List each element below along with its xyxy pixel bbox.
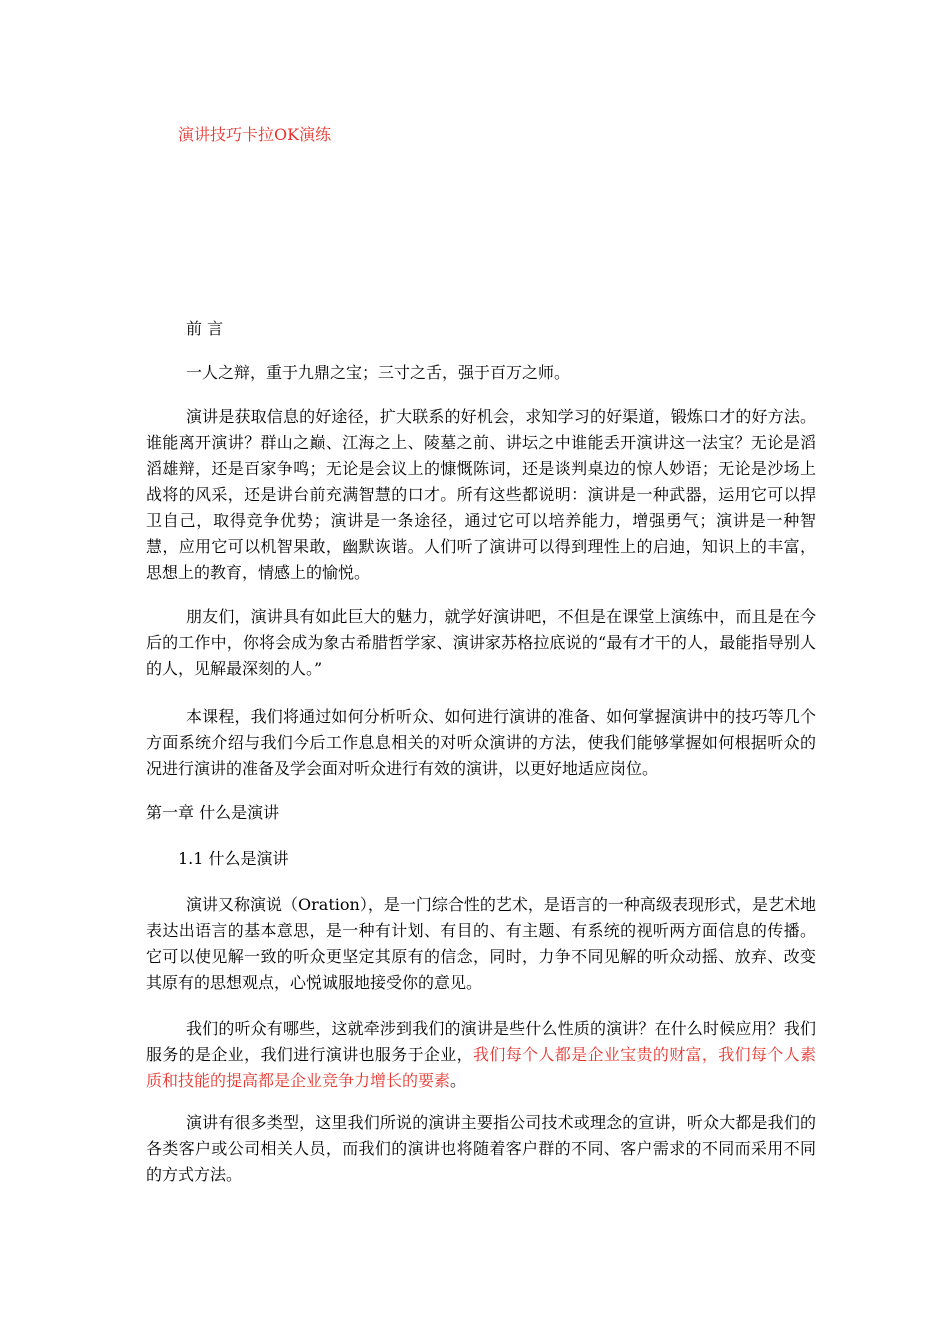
audience-text: 我们的听众有哪些，这就牵涉到我们的演讲是些什么性质的演讲？在什么时候应用？我们服务的是企业，我们进行演讲也服务于企业， [146,1019,816,1064]
chapter-heading: 第一章 什么是演讲 [146,803,280,822]
preface-heading: 前 言 [186,319,224,338]
motto-paragraph: 一人之辩，重于九鼎之宝；三寸之舌，强于百万之师。 [186,363,571,382]
paragraph-definition: 演讲又称演说（Oration），是一门综合性的艺术，是语言的一种高级表现形式，是艺术地表达出语言的基本意思，是一种有计划、有目的、有主题、有系统的视听两方面信息的传播。它可以使见解一致的听众更坚定其原有的信念，同时，力争不同见解的听众动摇、放弃、改变其原有的思想观点，心悦诚服地接受你的意见。 [146,895,816,992]
paragraph-course: 本课程，我们将通过如何分析听众、如何进行演讲的准备、如何掌握演讲中的技巧等几个方面系统介绍与我们今后工作息息相关的对听众演讲的方法，使我们能够掌握如何根据听众的况进行演讲的准备及学会面对听众进行有效的演讲，以更好地适应岗位。 [146,707,816,778]
paragraph-audience [146,1016,816,1094]
paragraph-friends: 朋友们，演讲具有如此巨大的魅力，就学好演讲吧，不但是在课堂上演练中，而且是在今后的工作中，你将会成为象古希腊哲学家、演讲家苏格拉底说的“最有才干的人，最能指导别人的人，见解最深刻的人。” [146,607,816,678]
section-heading: 1.1 什么是演讲 [178,849,289,868]
audience-text-end: 。 [450,1071,467,1090]
highlighted-text: 我们每个人都是企业宝贵的财富，我们每个人素质和技能的提高都是企业竞争力增长的要素 [146,1045,816,1090]
paragraph-intro: 演讲是获取信息的好途径，扩大联系的好机会，求知学习的好渠道，锻炼口才的好方法。谁能离开演讲？群山之巅、江海之上、陵墓之前、讲坛之中谁能丢开演讲这一法宝？无论是滔滔雄辩，还是百家争鸣；无论是会议上的慷慨陈词，还是谈判桌边的惊人妙语；无论是沙场上战将的风采，还是讲台前充满智慧的口才。所有这些都说明：演讲是一种武器，运用它可以捍卫自己，取得竞争优势；演讲是一条途径，通过它可以培养能力，增强勇气；演讲是一种智慧，应用它可以机智果敢，幽默诙谐。人们听了演讲可以得到理性上的启迪，知识上的丰富，思想上的教育，情感上的愉悦。 [146,407,816,582]
paragraph-types: 演讲有很多类型，这里我们所说的演讲主要指公司技术或理念的宣讲，听众大都是我们的各类客户或公司相关人员，而我们的演讲也将随着客户群的不同、客户需求的不同而采用不同的方式方法。 [146,1113,816,1184]
document-title: 演讲技巧卡拉OK演练 [178,125,332,144]
